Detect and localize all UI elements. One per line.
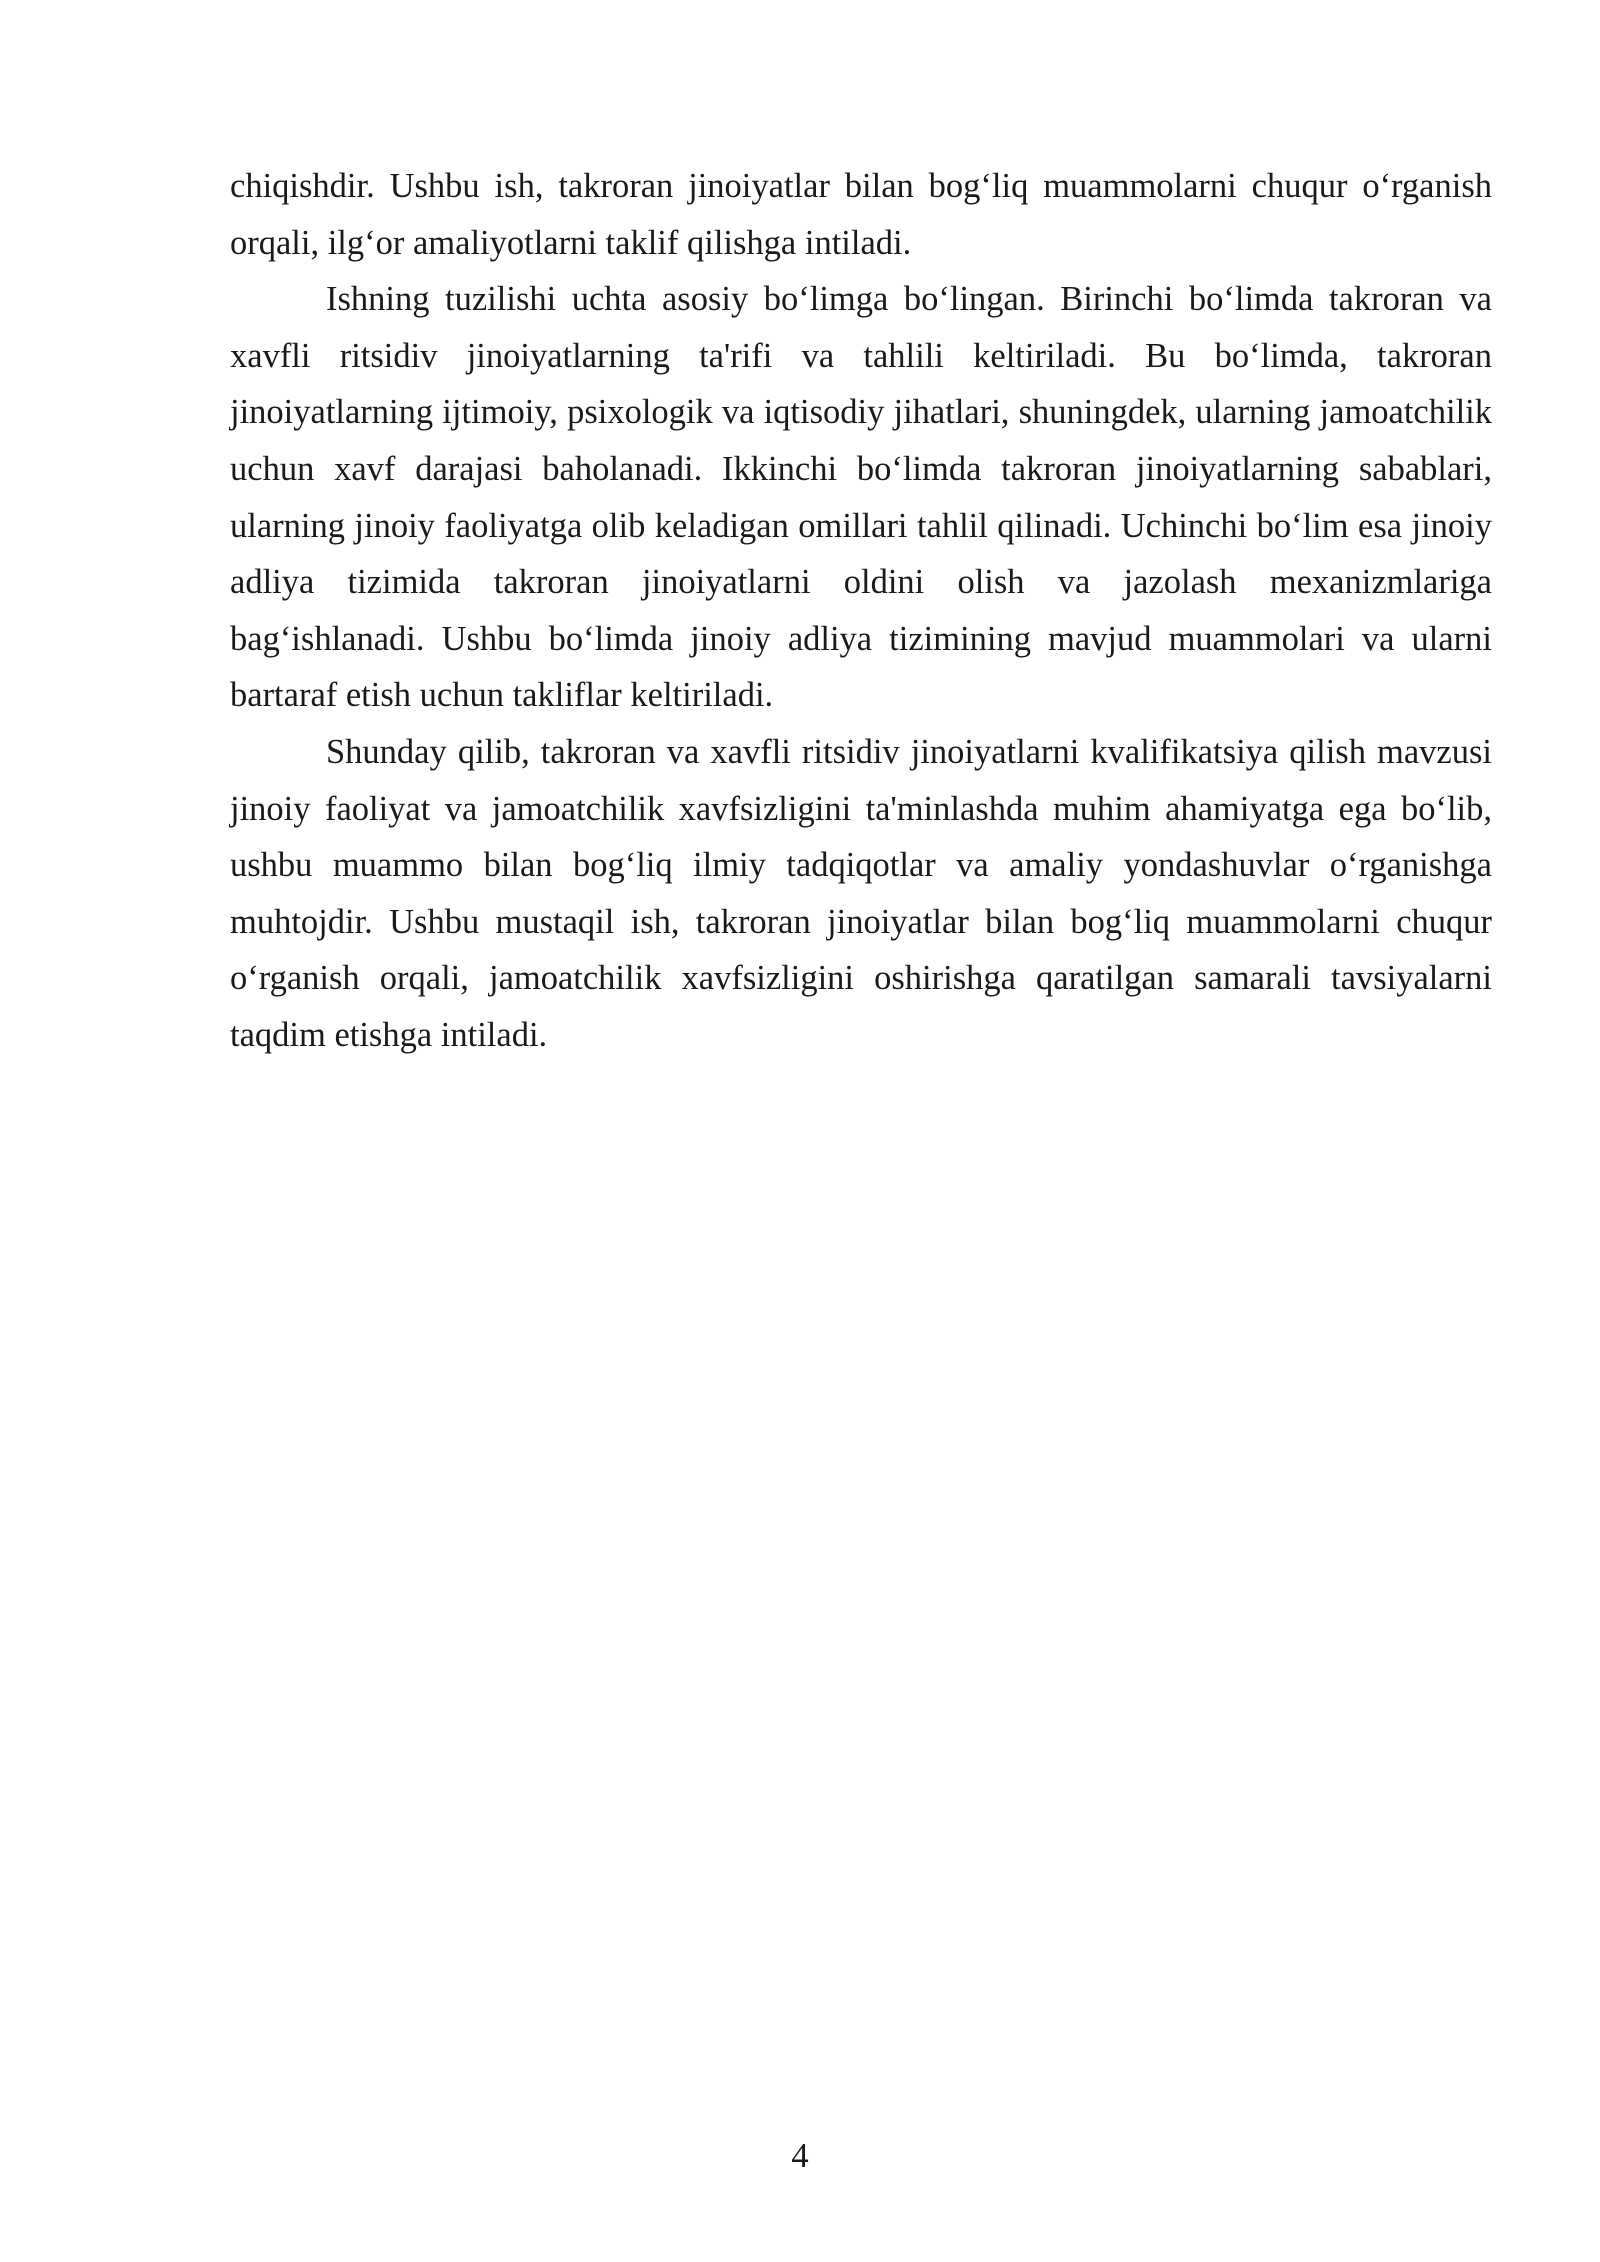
body-text [230, 158, 1492, 1064]
paragraph-conclusion: Shunday qilib, takroran va xavfli ritsidiv jinoiyatlarni kvalifikatsiya qilish mavzusi jinoiy faoliyat va jamoatchilik xavfsizligini ta'minlashda muhim ahamiyatga ega bo‘lib, ushbu muammo bilan bog‘liq ilmiy tadqiqotlar va amaliy yondashuvlar o‘rganishga muhtojdir. Ushbu mustaqil ish, takroran jinoiyatlar bilan bog‘liq muammolarni chuqur o‘rganish orqali, jamoatchilik xavfsizligini oshirishga qaratilgan samarali tavsiyalarni taqdim etishga intiladi. [230, 732, 1492, 1054]
paragraph-structure: Ishning tuzilishi uchta asosiy bo‘limga bo‘lingan. Birinchi bo‘limda takroran va xavfli ritsidiv jinoiyatlarning ta'rifi va tahlili keltiriladi. Bu bo‘limda, takroran jinoiyatlarning ijtimoiy, psixologik va iqtisodiy jihatlari, shuningdek, ularning jamoatchilik uchun xavf darajasi baholanadi. Ikkinchi bo‘limda takroran jinoiyatlarning sabablari, ularning jinoiy faoliyatga olib keladigan omillari tahlil qilinadi. Uchinchi bo‘lim esa jinoiy adliya tizimida takroran jinoiyatlarni oldini olish va jazolash mexanizmlariga bag‘ishlanadi. Ushbu bo‘limda jinoiy adliya tizimining mavjud muammolari va ularni bartaraf etish uchun takliflar keltiriladi. [230, 280, 1492, 715]
paragraph-continuation: chiqishdir. Ushbu ish, takroran jinoiyatlar bilan bog‘liq muammolarni chuqur o‘rganish orqali, ilg‘or amaliyotlarni taklif qilishga intiladi. [230, 167, 1492, 262]
page-number: 4 [791, 2137, 809, 2175]
